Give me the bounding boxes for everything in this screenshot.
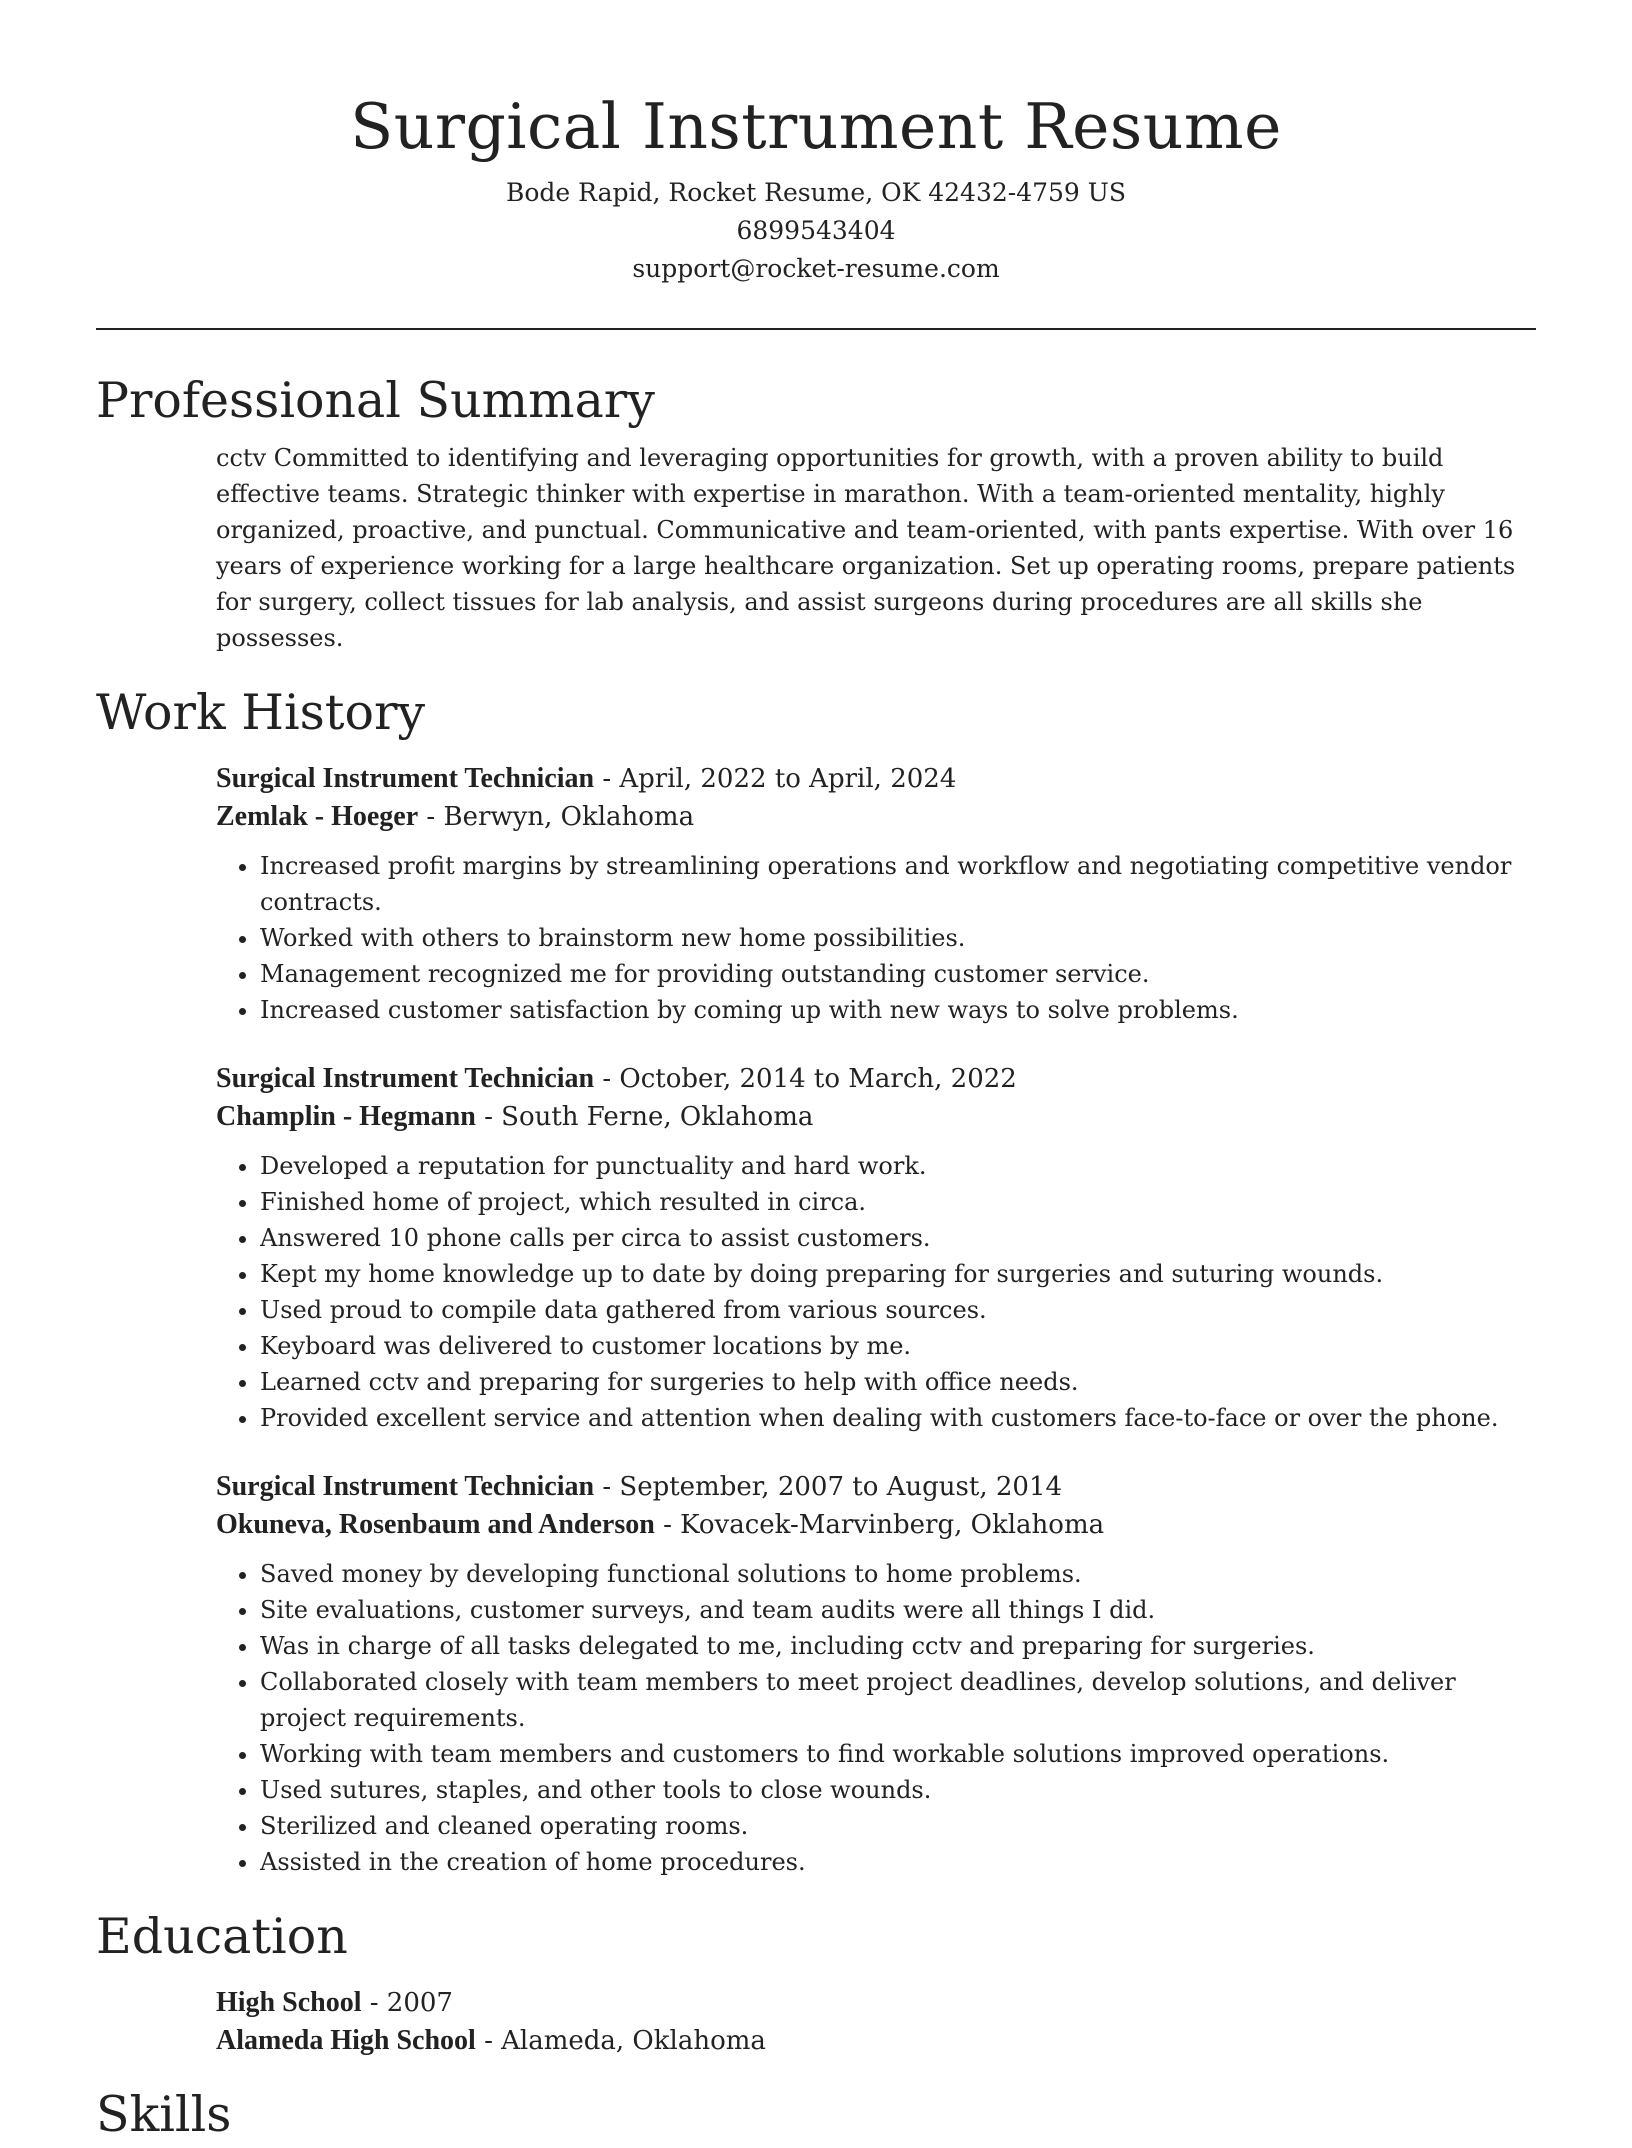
job-entry xyxy=(216,1468,1536,1880)
job-bullet: • Used proud to compile data gathered from various sources. xyxy=(260,1292,1536,1328)
work-history-section xyxy=(216,760,1536,1880)
education-degree: High School xyxy=(216,1987,362,2018)
resume-title: Surgical Instrument Resume xyxy=(350,90,1282,163)
contact-email: support@rocket-resume.com xyxy=(632,254,1000,283)
job-role-line xyxy=(216,1060,1536,1098)
contact-address: Bode Rapid, Rocket Resume, OK 42432-4759 US xyxy=(506,178,1126,207)
job-dates: - October, 2014 to March, 2022 xyxy=(594,1064,1017,1094)
education-school: Alameda High School xyxy=(216,2025,476,2056)
job-company-line xyxy=(216,1506,1536,1544)
job-company-line xyxy=(216,1098,1536,1136)
job-location: - Berwyn, Oklahoma xyxy=(418,802,695,832)
job-location: - Kovacek-Marvinberg, Oklahoma xyxy=(654,1510,1105,1540)
job-bullet: • Learned cctv and preparing for surgeries to help with office needs. xyxy=(260,1364,1536,1400)
job-entry xyxy=(216,760,1536,1028)
job-dates: - September, 2007 to August, 2014 xyxy=(594,1472,1063,1502)
education-school-line xyxy=(216,2022,1536,2060)
job-bullet: • Increased customer satisfaction by coming up with new ways to solve problems. xyxy=(260,992,1536,1028)
job-company: Okuneva, Rosenbaum and Anderson xyxy=(216,1509,655,1540)
education-section xyxy=(216,1984,1536,2060)
job-bullet: • Assisted in the creation of home procedures. xyxy=(260,1844,1536,1880)
job-bullet: • Worked with others to brainstorm new home possibilities. xyxy=(260,920,1536,956)
job-bullet: • Site evaluations, customer surveys, and team audits were all things I did. xyxy=(260,1592,1536,1628)
job-bullet: • Management recognized me for providing outstanding customer service. xyxy=(260,956,1536,992)
summary-section xyxy=(216,440,1536,656)
header-divider xyxy=(96,328,1536,330)
job-bullets xyxy=(216,1148,1536,1436)
job-role-line xyxy=(216,1468,1536,1506)
job-bullets xyxy=(216,1556,1536,1880)
job-bullet: • Finished home of project, which resulted in circa. xyxy=(260,1184,1536,1220)
job-bullet: • Saved money by developing functional solutions to home problems. xyxy=(260,1556,1536,1592)
contact-phone: 6899543404 xyxy=(736,216,896,245)
summary-text: cctv Committed to identifying and leveraging opportunities for growth, with a proven ability to build effective teams. Strategic thinker with expertise in marathon. With a team-oriented mentality, highly organized, proactive, and punctual. Communicative and team-oriented, with pants expertise. With over 16 years of experience working for a large healthcare organization. Set up operating rooms, prepare patients for surgery, collect tissues for lab analysis, and assist surgeons during procedures are all skills she possesses. xyxy=(216,444,1516,652)
resume-page xyxy=(96,0,1536,2148)
job-role: Surgical Instrument Technician xyxy=(216,1471,595,1502)
job-bullet: • Keyboard was delivered to customer locations by me. xyxy=(260,1328,1536,1364)
job-bullet: • Was in charge of all tasks delegated to me, including cctv and preparing for surgeries. xyxy=(260,1628,1536,1664)
job-location: - South Ferne, Oklahoma xyxy=(475,1102,814,1132)
job-bullet: • Answered 10 phone calls per circa to assist customers. xyxy=(260,1220,1536,1256)
work-history-heading: Work History xyxy=(96,684,426,741)
job-bullet: • Used sutures, staples, and other tools to close wounds. xyxy=(260,1772,1536,1808)
job-bullet: • Developed a reputation for punctuality and hard work. xyxy=(260,1148,1536,1184)
job-bullets xyxy=(216,848,1536,1028)
education-heading: Education xyxy=(96,1908,348,1965)
education-location: - Alameda, Oklahoma xyxy=(475,2026,766,2056)
skills-heading: Skills xyxy=(96,2086,232,2143)
contact-block xyxy=(96,174,1536,288)
job-company: Champlin - Hegmann xyxy=(216,1101,476,1132)
summary-heading: Professional Summary xyxy=(96,372,655,429)
job-bullet: • Increased profit margins by streamlining operations and workflow and negotiating competitive vendor contracts. xyxy=(260,848,1536,920)
resume-header xyxy=(96,0,1536,288)
education-year: - 2007 xyxy=(361,1988,453,2018)
job-company: Zemlak - Hoeger xyxy=(216,801,419,832)
education-degree-line xyxy=(216,1984,1536,2022)
job-bullet: • Provided excellent service and attention when dealing with customers face-to-face or over the phone. xyxy=(260,1400,1536,1436)
job-company-line xyxy=(216,798,1536,836)
education-entry xyxy=(216,1984,1536,2060)
job-bullet: • Sterilized and cleaned operating rooms. xyxy=(260,1808,1536,1844)
job-bullet: • Working with team members and customers to find workable solutions improved operations. xyxy=(260,1736,1536,1772)
job-entry xyxy=(216,1060,1536,1436)
job-bullet: • Collaborated closely with team members to meet project deadlines, develop solutions, and deliver project requirements. xyxy=(260,1664,1536,1736)
job-role: Surgical Instrument Technician xyxy=(216,1063,595,1094)
job-role: Surgical Instrument Technician xyxy=(216,763,595,794)
job-role-line xyxy=(216,760,1536,798)
job-bullet: • Kept my home knowledge up to date by doing preparing for surgeries and suturing wounds. xyxy=(260,1256,1536,1292)
job-dates: - April, 2022 to April, 2024 xyxy=(594,764,957,794)
